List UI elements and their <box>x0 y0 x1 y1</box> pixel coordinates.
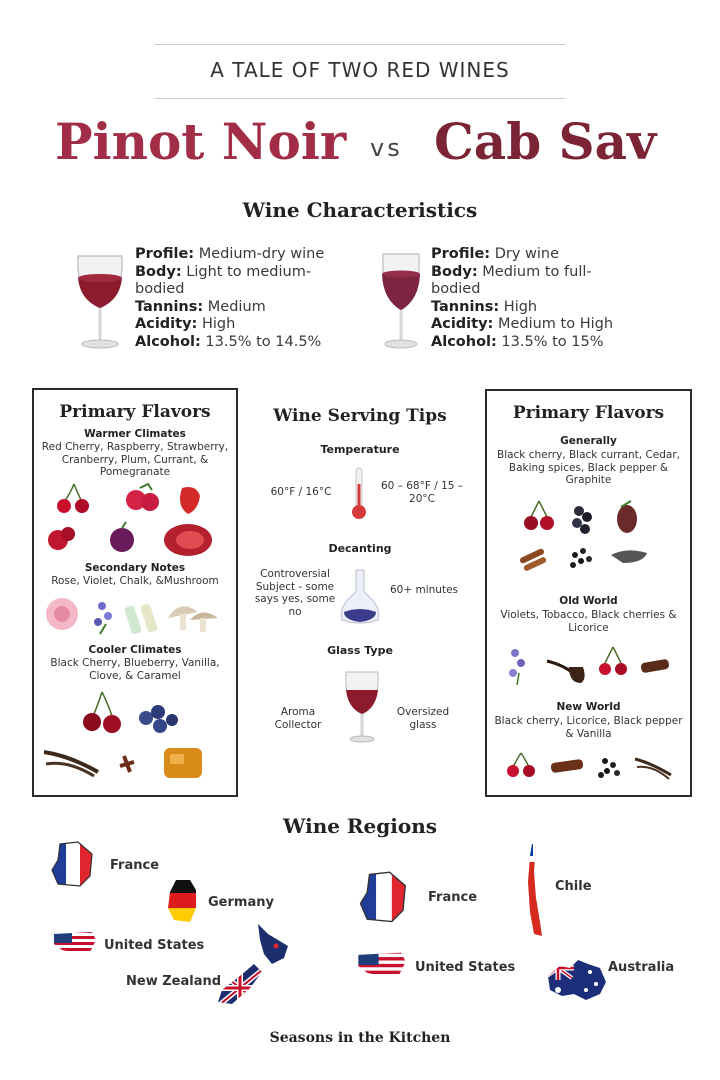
thermometer-icon <box>350 466 368 522</box>
plum-icon <box>110 522 134 552</box>
rose-icon <box>46 598 78 630</box>
violet-icon <box>94 602 112 634</box>
cooler-climates-heading: Cooler Climates <box>88 644 182 656</box>
pinot-tannins: Tannins: Medium <box>135 298 266 315</box>
cab-glass-icon <box>376 248 426 352</box>
united-states-map-icon <box>356 950 408 980</box>
old-world-text: Violets, Tobacco, Black cherries & Licorice <box>500 609 677 634</box>
cab-region-australia: Australia <box>608 960 675 975</box>
pinot-noir-title: Pinot Noir <box>55 112 347 171</box>
vanilla-icon <box>635 759 671 779</box>
cool-fruit-icons <box>40 690 230 788</box>
general-flavor-icons <box>513 499 663 579</box>
new-world-text: Black cherry, Licorice, Black pepper & Vanilla <box>494 715 683 740</box>
pinot-temperature: 60°F / 16°C <box>270 486 332 498</box>
top-rule <box>155 44 565 45</box>
generally-text: Black cherry, Black currant, Cedar, Baking spices, Black pepper & Graphite <box>496 449 681 486</box>
pinot-flavors-title: Primary Flavors <box>59 402 211 422</box>
vanilla-icon <box>44 752 98 776</box>
cooler-climates-text: Black Cherry, Blueberry, Vanilla, Clove, & Caramel <box>50 657 220 682</box>
pinot-glass-icon <box>72 248 128 352</box>
black-pepper-icon <box>598 758 620 778</box>
pinot-region-germany: Germany <box>208 895 274 910</box>
germany-map-icon <box>166 878 200 924</box>
france-map-icon <box>50 840 96 890</box>
secondary-notes-text: Rose, Violet, Chalk, &Mushroom <box>51 575 219 587</box>
pinot-glass-type: Aroma Collector <box>274 706 322 731</box>
characteristics-title: Wine Characteristics <box>242 198 478 222</box>
wine-glass-icon <box>342 668 382 744</box>
cab-body: Body: Medium to full-bodied <box>431 263 592 297</box>
kicker-rule <box>155 98 565 99</box>
cab-acidity: Acidity: Medium to High <box>431 316 614 332</box>
france-map-icon <box>358 870 410 926</box>
black-cherry-icon <box>83 692 121 733</box>
cab-profile: Profile: Dry wine <box>431 246 560 262</box>
cab-characteristics <box>431 246 641 351</box>
pinot-region-france: France <box>110 858 160 873</box>
new-zealand-map-icon <box>214 920 294 1010</box>
pinot-alcohol: Alcohol: 13.5% to 14.5% <box>135 333 322 350</box>
cab-glass-type: Oversized glass <box>396 706 450 731</box>
cedar-icon <box>617 501 637 533</box>
warmer-climates-text: Red Cherry, Raspberry, Strawberry, Cranberry, Plum, Currant, & Pomegranate <box>41 441 229 478</box>
regions-title: Wine Regions <box>282 814 437 838</box>
pomegranate-icon <box>164 524 212 556</box>
secondary-notes-heading: Secondary Notes <box>84 562 186 574</box>
strawberry-icon <box>180 487 200 514</box>
warm-fruit-icons <box>40 480 230 560</box>
cab-alcohol: Alcohol: 13.5% to 15% <box>431 333 604 350</box>
black-cherry-icon <box>599 647 627 675</box>
warmer-climates-heading: Warmer Climates <box>84 428 186 440</box>
black-pepper-icon <box>570 548 592 568</box>
old-world-heading: Old World <box>559 595 618 607</box>
pinot-acidity: Acidity: High <box>135 316 236 332</box>
black-currant-icon <box>572 506 592 534</box>
licorice-icon <box>550 759 583 773</box>
cab-sav-title: Cab Sav <box>434 112 657 171</box>
australia-map-icon <box>544 958 608 1002</box>
kicker-title: A TALE OF TWO RED WINES <box>210 58 510 82</box>
pinot-region-new-zealand: New Zealand <box>126 974 222 989</box>
footer-brand: Seasons in the Kitchen <box>269 1030 451 1046</box>
chile-map-icon <box>520 842 546 938</box>
pinot-profile: Profile: Medium-dry wine <box>135 246 325 262</box>
baking-spices-icon <box>519 548 547 572</box>
chalk-icon <box>124 603 158 635</box>
licorice-icon <box>640 659 669 674</box>
cab-tannins: Tannins: High <box>431 298 538 315</box>
caramel-icon <box>164 748 202 778</box>
pinot-decanting: Controversial Subject - some says yes, some no <box>254 568 336 618</box>
new-world-icons <box>501 751 675 783</box>
temperature-heading: Temperature <box>320 443 400 456</box>
pinot-region-united-states: United States <box>104 938 205 953</box>
pinot-body: Body: Light to medium-bodied <box>135 263 312 297</box>
clove-icon <box>120 756 134 772</box>
united-states-map-icon <box>52 930 98 956</box>
old-world-icons <box>503 643 673 687</box>
cab-flavors-box <box>485 389 692 797</box>
violet-icon <box>509 649 525 685</box>
mushroom-icon <box>168 606 218 632</box>
cranberry-icon <box>48 527 75 550</box>
cab-temperature: 60 – 68°F / 15 – 20°C <box>380 480 464 505</box>
black-cherry-icon <box>507 753 535 777</box>
cherry-icon <box>57 484 89 513</box>
raspberry-icon <box>126 484 159 511</box>
vs-label: vs <box>370 134 403 162</box>
black-cherry-icon <box>524 501 554 530</box>
decanting-heading: Decanting <box>328 542 392 555</box>
decanter-icon <box>336 568 384 626</box>
graphite-icon <box>611 550 647 563</box>
blueberry-icon <box>139 705 178 733</box>
pinot-characteristics <box>135 246 345 351</box>
tobacco-pipe-icon <box>547 661 585 683</box>
serving-tips-title: Wine Serving Tips <box>273 406 447 426</box>
secondary-notes-icons <box>40 594 230 636</box>
pinot-flavors-box <box>32 388 238 797</box>
cab-region-france: France <box>428 890 478 905</box>
cab-region-united-states: United States <box>415 960 516 975</box>
cab-decanting: 60+ minutes <box>390 584 458 596</box>
generally-heading: Generally <box>560 435 617 447</box>
glass-type-heading: Glass Type <box>327 644 393 657</box>
cab-flavors-title: Primary Flavors <box>512 403 665 423</box>
new-world-heading: New World <box>556 701 621 713</box>
cab-region-chile: Chile <box>555 879 592 894</box>
